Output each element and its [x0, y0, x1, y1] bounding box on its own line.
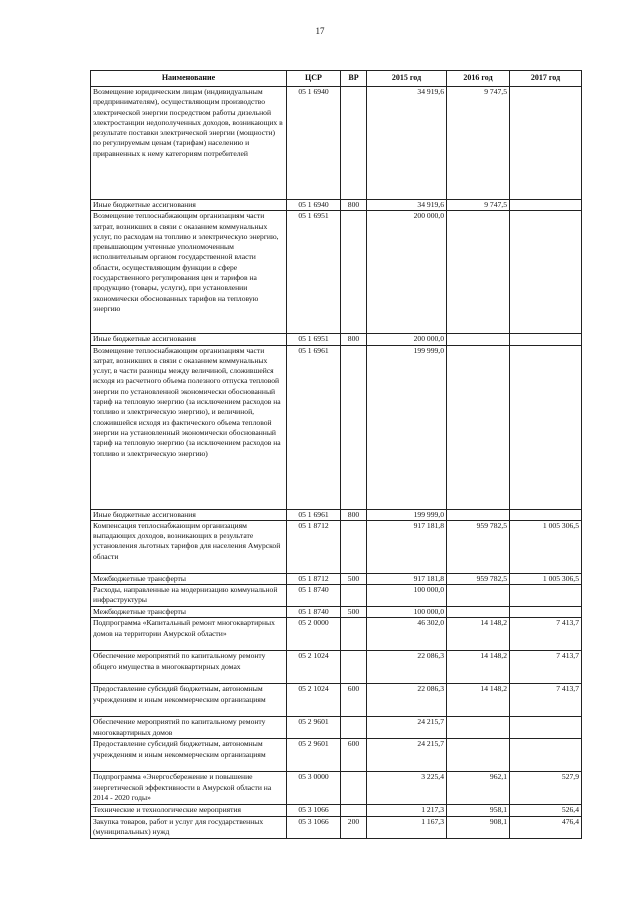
row-2016: 958,1 [447, 805, 510, 816]
row-2015: 100 000,0 [367, 607, 447, 618]
page-number: 17 [315, 26, 325, 36]
table-row [91, 618, 582, 651]
row-vr: 800 [341, 509, 367, 520]
row-csr: 05 2 1024 [287, 684, 341, 717]
row-name: Межбюджетные трансферты [91, 573, 287, 584]
table-row [91, 651, 582, 684]
row-2015: 1 167,3 [367, 816, 447, 838]
row-2015: 199 999,0 [367, 345, 447, 509]
row-csr: 05 3 1066 [287, 805, 341, 816]
row-vr [341, 585, 367, 607]
row-vr: 500 [341, 573, 367, 584]
row-vr [341, 87, 367, 200]
table-row [91, 509, 582, 520]
row-2016: 9 747,5 [447, 200, 510, 211]
row-2016 [447, 509, 510, 520]
header-csr: ЦСР [287, 71, 341, 87]
row-2017: 476,4 [510, 816, 582, 838]
row-2016: 908,1 [447, 816, 510, 838]
row-csr: 05 2 9601 [287, 717, 341, 739]
row-name: Предоставление субсидий бюджетным, автономным учреждениям и иным некоммерческим организациям [91, 739, 287, 772]
row-vr [341, 618, 367, 651]
row-2017 [510, 739, 582, 772]
row-2016: 959 782,5 [447, 573, 510, 584]
row-2017 [510, 607, 582, 618]
header-2016: 2016 год [447, 71, 510, 87]
row-2016 [447, 607, 510, 618]
row-2015: 100 000,0 [367, 585, 447, 607]
row-vr [341, 211, 367, 334]
row-2017: 7 413,7 [510, 684, 582, 717]
row-2015: 917 181,8 [367, 520, 447, 573]
row-2017: 7 413,7 [510, 651, 582, 684]
row-2015: 22 086,3 [367, 684, 447, 717]
row-csr: 05 1 6940 [287, 200, 341, 211]
row-vr [341, 651, 367, 684]
header-name: Наименование [91, 71, 287, 87]
row-2017 [510, 717, 582, 739]
row-2017: 526,4 [510, 805, 582, 816]
table-row [91, 805, 582, 816]
row-2015: 24 215,7 [367, 717, 447, 739]
row-2017 [510, 509, 582, 520]
row-2015: 917 181,8 [367, 573, 447, 584]
row-name: Иные бюджетные ассигнования [91, 200, 287, 211]
row-vr [341, 805, 367, 816]
row-name: Иные бюджетные ассигнования [91, 334, 287, 345]
row-name: Обеспечение мероприятий по капитальному ремонту многоквартирных домов [91, 717, 287, 739]
row-2015: 24 215,7 [367, 739, 447, 772]
table-body [91, 87, 582, 839]
row-csr: 05 1 6951 [287, 211, 341, 334]
row-name: Закупка товаров, работ и услуг для государственных (муниципальных) нужд [91, 816, 287, 838]
row-name: Иные бюджетные ассигнования [91, 509, 287, 520]
header-vr: ВР [341, 71, 367, 87]
table-row [91, 520, 582, 573]
row-vr: 500 [341, 607, 367, 618]
row-2015: 3 225,4 [367, 772, 447, 805]
table-row [91, 717, 582, 739]
row-2016 [447, 585, 510, 607]
row-vr [341, 520, 367, 573]
row-name: Подпрограмма «Энергосбережение и повышение энергетической эффективности в Амурской области на 2014 - 2020 годы» [91, 772, 287, 805]
row-2016 [447, 345, 510, 509]
row-2015: 199 999,0 [367, 509, 447, 520]
row-name: Компенсация теплоснабжающим организациям выпадающих доходов, возникающих в результате установления льготных тарифов для населения Амурской области [91, 520, 287, 573]
budget-table [90, 70, 582, 839]
row-vr [341, 717, 367, 739]
row-csr: 05 1 8712 [287, 520, 341, 573]
table-row [91, 772, 582, 805]
row-vr [341, 345, 367, 509]
row-2016: 14 148,2 [447, 684, 510, 717]
row-csr: 05 2 9601 [287, 739, 341, 772]
table-row [91, 87, 582, 200]
row-2015: 46 302,0 [367, 618, 447, 651]
row-vr [341, 772, 367, 805]
row-2016: 9 747,5 [447, 87, 510, 200]
row-name: Возмещение теплоснабжающим организациям части затрат, возникших в связи с оказанием коммунальных услуг, по расходам на топливо и электрическую энергию, превышающим учтенные уполномоченным исполнительным органом государственной власти области, осуществляющим функции в сфере государственного регулирования цен и тарифов на продукцию (товары, услуги), при установлении экономически обоснованных тарифов на тепловую энергию [91, 211, 287, 334]
table-row [91, 684, 582, 717]
row-2016 [447, 211, 510, 334]
row-name: Обеспечение мероприятий по капитальному ремонту общего имущества в многоквартирных домах [91, 651, 287, 684]
row-csr: 05 1 6951 [287, 334, 341, 345]
header-2015: 2015 год [367, 71, 447, 87]
row-2015: 1 217,3 [367, 805, 447, 816]
row-2015: 34 919,6 [367, 200, 447, 211]
table-row [91, 345, 582, 509]
table-row [91, 211, 582, 334]
row-name: Межбюджетные трансферты [91, 607, 287, 618]
row-vr: 600 [341, 739, 367, 772]
table-header-row [91, 71, 582, 87]
header-2017: 2017 год [510, 71, 582, 87]
row-csr: 05 3 0000 [287, 772, 341, 805]
row-name: Возмещение теплоснабжающим организациям части затрат, возникших в связи с оказанием коммунальных услуг, в части разницы между величиной, сложившейся исходя из расчетного объема полезного отпуска тепловой энергии по установленной экономически обоснованный тариф на тепловую энергию (за исключением расходов на топливо и электрическую энергию), и величиной, сложившейся исходя из фактического объема тепловой энергии на установленный экономически обоснованный тариф на тепловую энергию (за исключением расходов на топливо и электрическую энергию) [91, 345, 287, 509]
row-name: Расходы, направленные на модернизацию коммунальной инфраструктуры [91, 585, 287, 607]
row-2017 [510, 334, 582, 345]
row-2017: 527,9 [510, 772, 582, 805]
row-2016: 962,1 [447, 772, 510, 805]
row-2016: 14 148,2 [447, 618, 510, 651]
table-row [91, 739, 582, 772]
row-2017 [510, 87, 582, 200]
row-csr: 05 1 6961 [287, 509, 341, 520]
table-row [91, 585, 582, 607]
row-2017 [510, 200, 582, 211]
row-name: Возмещение юридическим лицам (индивидуальным предпринимателям), осуществляющим производство электрической энергии посредством работы дизельной электростанции недополученных доходов, возникающих в результате поставки электрической энергии (мощности) по регулируемым ценам (тарифам) населению и приравненных к нему категориям потребителей [91, 87, 287, 200]
row-vr: 800 [341, 200, 367, 211]
row-2015: 34 919,6 [367, 87, 447, 200]
row-2017 [510, 345, 582, 509]
table-row [91, 816, 582, 838]
row-csr: 05 1 8740 [287, 607, 341, 618]
row-csr: 05 2 0000 [287, 618, 341, 651]
row-csr: 05 1 6961 [287, 345, 341, 509]
row-2017 [510, 211, 582, 334]
row-vr: 800 [341, 334, 367, 345]
row-csr: 05 2 1024 [287, 651, 341, 684]
table-row [91, 573, 582, 584]
row-name: Подпрограмма «Капитальный ремонт многоквартирных домов на территории Амурской области» [91, 618, 287, 651]
row-2017: 7 413,7 [510, 618, 582, 651]
row-2016 [447, 739, 510, 772]
row-2016 [447, 717, 510, 739]
row-vr: 600 [341, 684, 367, 717]
row-2017: 1 005 306,5 [510, 520, 582, 573]
row-vr: 200 [341, 816, 367, 838]
table-row [91, 200, 582, 211]
row-2015: 200 000,0 [367, 334, 447, 345]
table-row [91, 334, 582, 345]
row-csr: 05 1 6940 [287, 87, 341, 200]
row-2017 [510, 585, 582, 607]
row-name: Технические и технологические мероприятия [91, 805, 287, 816]
row-csr: 05 3 1066 [287, 816, 341, 838]
row-2016: 14 148,2 [447, 651, 510, 684]
row-2017: 1 005 306,5 [510, 573, 582, 584]
row-csr: 05 1 8740 [287, 585, 341, 607]
row-2016 [447, 334, 510, 345]
table-row [91, 607, 582, 618]
row-2016: 959 782,5 [447, 520, 510, 573]
row-name: Предоставление субсидий бюджетным, автономным учреждениям и иным некоммерческим организациям [91, 684, 287, 717]
row-csr: 05 1 8712 [287, 573, 341, 584]
row-2015: 22 086,3 [367, 651, 447, 684]
row-2015: 200 000,0 [367, 211, 447, 334]
